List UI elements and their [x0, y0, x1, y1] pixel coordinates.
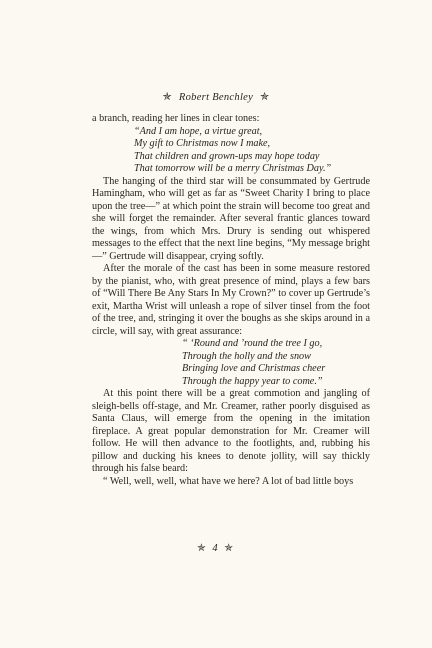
verse-line: Through the happy year to come.” [182, 375, 323, 387]
star-ornament-icon: ✯ [224, 543, 236, 554]
page-footer [0, 542, 432, 554]
page-number: 4 [212, 543, 220, 554]
verse-line: “And I am hope, a virtue great, [134, 125, 263, 137]
star-ornament-icon: ✯ [196, 543, 208, 554]
star-ornament-icon: ✯ [260, 91, 270, 103]
paragraph: a branch, reading her lines in clear tones: [92, 113, 260, 124]
verse-line: Bringing love and Christmas cheer [182, 363, 326, 374]
paragraph: The hanging of the third star will be consummated by Gertrude Hamingham, who will get as far as “Sweet Charity I bring to place upon the tree—” at which point the strain will become too great and she will forget the remainder. After several frantic glances toward the wings, from which Mrs. Drury is sending out whispered messages to the effect that the next line begins, “My message bright—” Gertrude will disappear, crying softly. [92, 175, 370, 262]
verse-line: That children and grown-ups may hope today [134, 150, 320, 162]
author-name: Robert Benchley [178, 92, 254, 103]
star-ornament-icon: ✯ [162, 91, 172, 103]
verse-line: Through the holly and the snow [182, 350, 311, 362]
verse-line: My gift to Christmas now I make, [134, 138, 271, 149]
paragraph: After the morale of the cast has been in some measure restored by the pianist, who, with great presence of mind, plays a few bars of “Will There Be Any Stars In My Crown?” to cover up Gertrude’s exit, Martha Wrist will unleash a rope of silver tinsel from the foot of the tree, and, stringing it over the boughs as she skips around in a circle, will say, with great assurance: [92, 263, 370, 337]
running-header [0, 90, 432, 103]
paragraph: At this point there will be a great commotion and jangling of sleigh-bells off-stage, and Mr. Creamer, rather poorly disguised as Santa Claus, will emerge from the opening in the imitation fireplace. A great popular demonstration for Mr. Creamer will follow. He will then advance to the footlights, and, rubbing his pillow and ducking his knees to denote jollity, will say thickly through his false beard: [92, 388, 370, 474]
verse-line: “ ‘Round and ’round the tree I go, [182, 338, 323, 349]
verse-block [92, 126, 370, 176]
body-text [92, 113, 370, 488]
verse-block [92, 338, 370, 388]
paragraph: “ Well, well, well, what have we here? A lot of bad little boys [103, 475, 354, 487]
verse-line: That tomorrow will be a merry Christmas Day.” [134, 163, 332, 174]
